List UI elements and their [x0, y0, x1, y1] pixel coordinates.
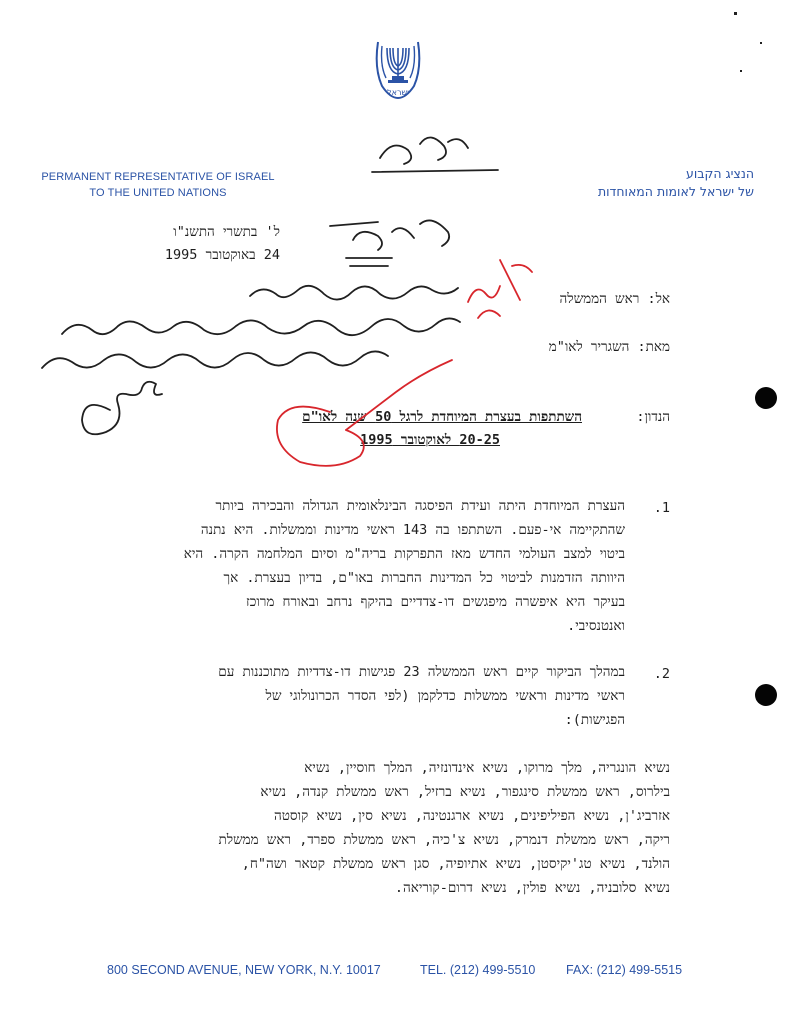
letterhead-english-line-1: PERMANENT REPRESENTATIVE OF ISRAEL [41, 171, 275, 183]
date-gregorian: 24 באוקטובר 1995 [164, 247, 280, 263]
emblem-label: ישראל [387, 88, 409, 97]
leaders-line: אזרביג'ן, נשיא הפיליפינים, נשיא ארגנטינה, נשיא סין, נשיא קוסטה [273, 808, 670, 824]
punch-hole [755, 684, 777, 706]
paragraph-2-line: הפגישות): [564, 712, 625, 728]
subject-line-1: השתתפות בעצרת המיוחדת לרגל 50 שנה לאו"ם [302, 409, 582, 425]
footer-telephone: TEL. (212) 499-5510 [420, 963, 536, 977]
punch-hole [755, 387, 777, 409]
footer-address: 800 SECOND AVENUE, NEW YORK, N.Y. 10017 [107, 963, 381, 977]
subject-label: הנדון: [636, 409, 670, 425]
paragraph-1-line: העצרת המיוחדת היתה ועידת הפיסגה הבינלאומית הגדולה והבכירה ביותר [215, 498, 625, 514]
paragraph-2-line: במהלך הביקור קיים ראש הממשלה 23 פגישות דו-צדדיות מתוכננות עם [218, 664, 625, 680]
paragraph-1-number: .1 [653, 500, 670, 516]
leaders-line: ריקה, ראש ממשלת דנמרק, נשיא צ'כיה, ראש ממשלת ספרד, ראש ממשלת [218, 832, 670, 848]
leaders-line: נשיא הונגריה, מלך מרוקו, נשיא אינדונזיה, המלך חוסיין, נשיא [304, 760, 670, 776]
date-hebrew: ל' בתשרי התשנ"ו [173, 224, 280, 240]
paragraph-1-line: היוותה הזדמנות לביטוי כל המדינות החברות באו"ם, בדיון בעצרת. אך [223, 570, 625, 586]
leaders-line: בילרוס, ראש ממשלת סינגפור, נשיא ברזיל, ראש ממשלת קנדה, נשיא [260, 784, 670, 800]
footer-fax: FAX: (212) 499-5515 [566, 963, 683, 977]
paragraph-1-line: ביטוי למצב העולמי החדש מאז התפרקות בריה"מ וסיום המלחמה הקרה. היא [183, 546, 625, 562]
paragraph-1-line: בעיקר היא איפשרה מיפגשים דו-צדדיים בהיקף נרחב ובאורח מרוכז [245, 594, 625, 610]
subject-line-2: 20-25 לאוקטובר 1995 [360, 432, 500, 448]
paragraph-1-line: שהתקיימה אי-פעם. השתתפו בה 143 ראשי מדינות וממשלות. היא נתנה [200, 522, 625, 538]
paragraph-1-line: ואנטנסיבי. [567, 618, 625, 634]
sender-line: מאת: השגריר לאו"מ [548, 339, 670, 355]
paragraph-1 [95, 494, 625, 638]
leaders-line: הולנד, נשיא טג'יקיסטן, נשיא אתיופיה, סגן ראש ממשלת קטאר ושה"ח, [241, 856, 670, 872]
addressee-line: אל: ראש הממשלה [559, 291, 670, 307]
letterhead-hebrew-line-1: הנציג הקבוע [686, 166, 754, 181]
paragraph-2 [95, 660, 625, 732]
leaders-list [95, 756, 670, 900]
leaders-line: נשיא סלובניה, נשיא פולין, נשיא דרום-קוריאה. [394, 880, 670, 896]
paragraph-2-number: .2 [653, 666, 670, 682]
letterhead-english-line-2: TO THE UNITED NATIONS [89, 187, 227, 199]
letterhead-hebrew-line-2: של ישראל לאומות המאוחדות [597, 184, 754, 199]
paragraph-2-line: ראשי מדינות וראשי ממשלות כדלקמן (לפי הסדר הכרונולוגי של [265, 688, 625, 704]
